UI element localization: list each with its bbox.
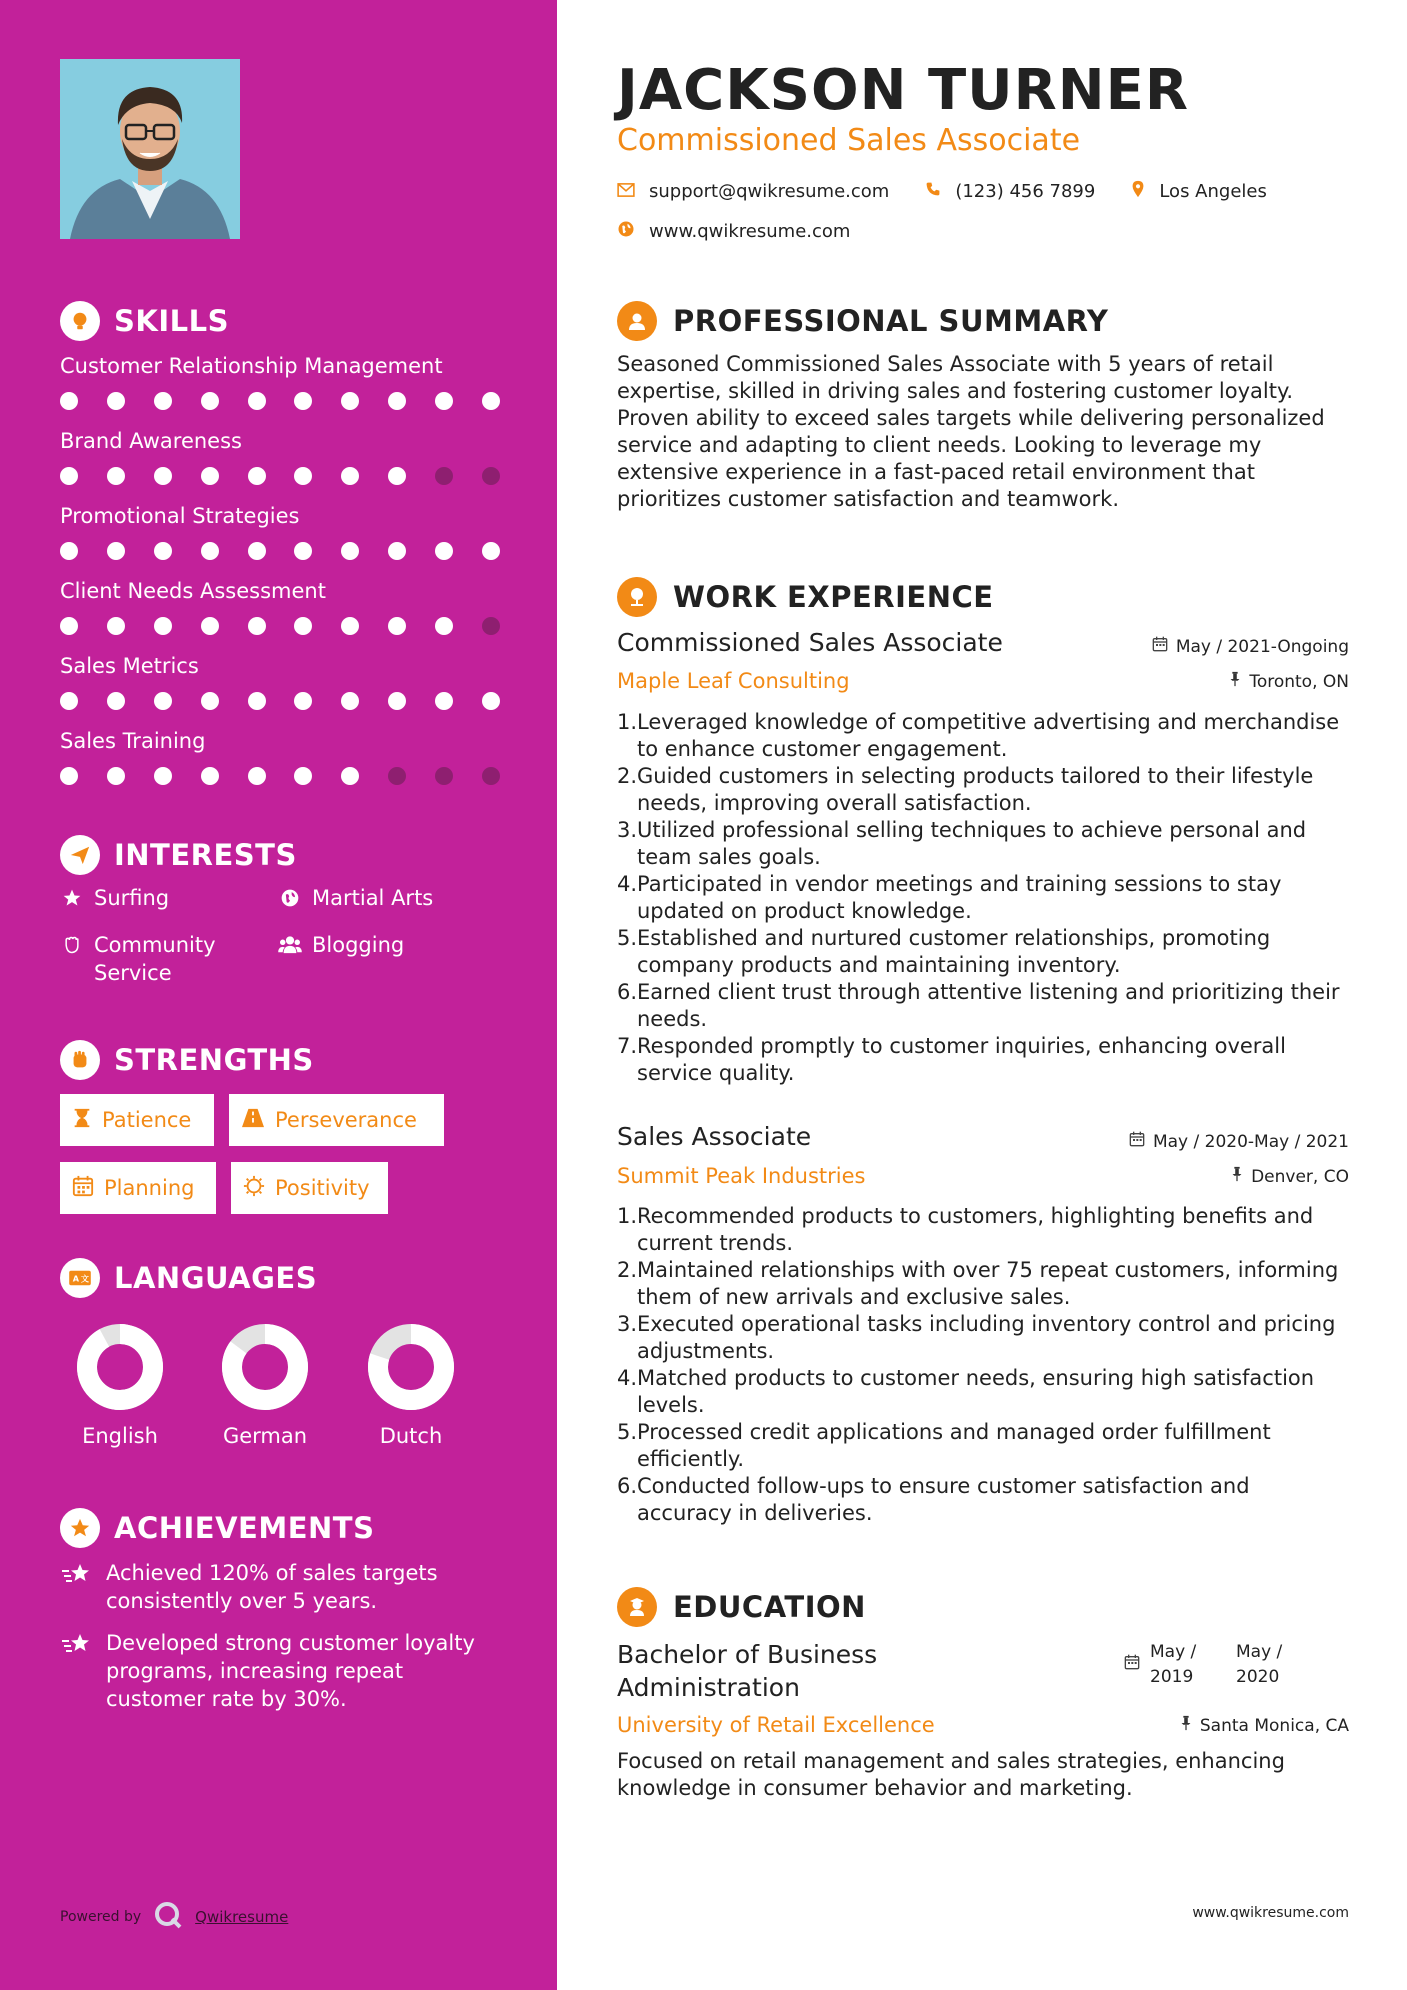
achievement-item — [60, 1559, 480, 1615]
languages-title: LANGUAGES — [114, 1261, 318, 1295]
lightbulb-icon — [60, 301, 100, 341]
education-location — [1180, 1715, 1349, 1736]
phone-text[interactable]: (123) 456 7899 — [955, 181, 1096, 202]
job-title: Commissioned Sales Associate — [617, 628, 1003, 657]
duty-item — [617, 1203, 1349, 1257]
duty-item — [617, 1033, 1349, 1087]
powered-by-label: Powered by — [60, 1909, 142, 1925]
rating-dot — [294, 767, 312, 785]
summary-text: Seasoned Commissioned Sales Associate with 5 years of retail expertise, skilled in driving sales and fostering customer loyalty. Proven ability to exceed sales targets while delivering personalized service and adapting to client needs. Looking to leverage my extensive experience in a fast-paced retail environment that prioritizes customer satisfaction and teamwork. — [617, 352, 1325, 511]
profile-photo — [60, 59, 240, 239]
rating-dot — [388, 767, 406, 785]
rating-dot — [154, 392, 172, 410]
skill-name: Brand Awareness — [60, 429, 242, 453]
rating-dot — [294, 542, 312, 560]
languages-heading — [60, 1258, 317, 1298]
candidate-role: Commissioned Sales Associate — [617, 123, 1081, 158]
education-location-text: Santa Monica, CA — [1199, 1715, 1349, 1736]
education-start — [1150, 1640, 1226, 1690]
rating-dot — [435, 692, 453, 710]
interest-label-line1: Community — [94, 933, 216, 957]
duty-text: Maintained relationships with over 75 repeat customers, informing them of new arrivals and exclusive sales. — [637, 1258, 1339, 1309]
rating-dot — [201, 617, 219, 635]
rating-dot — [388, 392, 406, 410]
duty-text: Earned client trust through attentive listening and prioritizing their needs. — [637, 980, 1340, 1031]
rating-dot — [341, 392, 359, 410]
skills-heading — [60, 301, 229, 341]
interest-item — [60, 931, 216, 987]
phone-icon — [925, 181, 941, 202]
strength-label: Positivity — [275, 1176, 370, 1200]
summary-title: PROFESSIONAL SUMMARY — [673, 304, 1109, 338]
calendar-icon — [1129, 1131, 1145, 1152]
sidebar — [0, 0, 557, 1990]
globe-icon — [278, 884, 302, 912]
rating-dot — [294, 467, 312, 485]
powered-by — [60, 1900, 288, 1934]
company-name: Summit Peak Industries — [617, 1164, 866, 1188]
user-icon — [617, 301, 657, 341]
skill-item — [60, 577, 500, 635]
users-icon — [278, 931, 302, 959]
skill-name: Sales Training — [60, 729, 206, 753]
job-dates — [1129, 1131, 1349, 1152]
duty-item — [617, 979, 1349, 1033]
candidate-name: JACKSON TURNER — [617, 58, 1190, 123]
fist-icon — [60, 1040, 100, 1080]
skill-name: Client Needs Assessment — [60, 579, 326, 603]
shooting-star-icon — [60, 1559, 92, 1615]
calendar-icon — [1124, 1640, 1140, 1690]
job-dates-text: May / 2020-May / 2021 — [1152, 1131, 1349, 1152]
degree-line1: Bachelor of Business — [617, 1640, 878, 1669]
company-name: Maple Leaf Consulting — [617, 669, 850, 693]
strength-badge — [60, 1094, 214, 1146]
donut-fill — [87, 1334, 153, 1400]
duty-number: 1. — [617, 1204, 638, 1228]
strength-label: Planning — [104, 1176, 195, 1200]
rating-dot — [60, 542, 78, 560]
rating-dot — [294, 392, 312, 410]
language-label: German — [222, 1424, 308, 1448]
duty-item — [617, 1257, 1349, 1311]
skill-item — [60, 352, 500, 410]
language-item — [60, 1324, 180, 1448]
language-item — [205, 1324, 325, 1448]
achievements-title: ACHIEVEMENTS — [114, 1511, 375, 1545]
language-item — [351, 1324, 471, 1448]
sun-icon — [243, 1175, 265, 1202]
skill-name: Sales Metrics — [60, 654, 199, 678]
duty-item — [617, 763, 1349, 817]
skill-rating — [60, 467, 500, 485]
rating-dot — [341, 467, 359, 485]
rating-dot — [154, 767, 172, 785]
language-icon — [60, 1258, 100, 1298]
duty-text: Utilized professional selling techniques to achieve personal and team sales goals. — [637, 818, 1307, 869]
duty-number: 7. — [617, 1034, 638, 1058]
rating-dot — [388, 542, 406, 560]
job-location-text: Toronto, ON — [1249, 671, 1349, 692]
skill-rating — [60, 542, 500, 560]
interest-label-line2: Service — [94, 961, 172, 985]
interests-heading — [60, 835, 297, 875]
school-name: University of Retail Excellence — [617, 1713, 935, 1737]
education-dates — [1124, 1640, 1282, 1690]
duty-item — [617, 817, 1349, 871]
skills-title: SKILLS — [114, 304, 229, 338]
skill-rating — [60, 392, 500, 410]
skill-item — [60, 652, 500, 710]
rating-dot — [154, 692, 172, 710]
duty-number: 5. — [617, 926, 638, 950]
footer-website[interactable]: www.qwikresume.com — [1192, 1905, 1349, 1921]
skill-item — [60, 727, 500, 785]
duty-number: 6. — [617, 980, 638, 1004]
rating-dot — [107, 467, 125, 485]
rating-dot — [482, 392, 500, 410]
skill-rating — [60, 617, 500, 635]
shooting-star-icon — [60, 1629, 92, 1713]
rating-dot — [388, 692, 406, 710]
duty-item — [617, 1365, 1349, 1419]
rating-dot — [248, 617, 266, 635]
duty-number: 2. — [617, 1258, 638, 1282]
duty-text: Established and nurtured customer relationships, promoting company products and maintaining inventory. — [637, 926, 1271, 977]
education-end-month: May / — [1236, 1642, 1283, 1662]
duty-text: Matched products to customer needs, ensuring high satisfaction levels. — [637, 1366, 1315, 1417]
duty-item — [617, 1419, 1349, 1473]
pin-icon — [1180, 1715, 1192, 1736]
job-dates-text: May / 2021-Ongoing — [1175, 636, 1349, 657]
rating-dot — [482, 692, 500, 710]
achievement-item — [60, 1629, 480, 1713]
interest-item — [278, 884, 433, 912]
experience-heading — [617, 577, 994, 617]
rating-dot — [248, 392, 266, 410]
strength-label: Patience — [102, 1108, 192, 1132]
achievement-text: Developed strong customer loyalty programs, increasing repeat customer rate by 30%. — [106, 1631, 475, 1711]
rating-dot — [435, 542, 453, 560]
svg-text:文: 文 — [80, 1273, 89, 1284]
rating-dot — [248, 467, 266, 485]
experience-title: WORK EXPERIENCE — [673, 580, 994, 614]
email-icon — [617, 181, 635, 202]
hourglass-icon — [72, 1107, 92, 1134]
education-heading — [617, 1587, 866, 1627]
language-level-donut — [77, 1324, 163, 1410]
degree-line2: Administration — [617, 1673, 800, 1702]
skill-name: Promotional Strategies — [60, 504, 300, 528]
rating-dot — [154, 617, 172, 635]
language-label: English — [82, 1424, 158, 1448]
duty-item — [617, 925, 1349, 979]
interests-title: INTERESTS — [114, 838, 297, 872]
calendar-icon — [72, 1175, 94, 1202]
road-icon — [241, 1107, 265, 1134]
duty-text: Responded promptly to customer inquiries, enhancing overall service quality. — [637, 1034, 1286, 1085]
duty-text: Leveraged knowledge of competitive advertising and merchandise to enhance customer engagement. — [637, 710, 1340, 761]
interest-label: Blogging — [312, 933, 405, 957]
strengths-title: STRENGTHS — [114, 1043, 314, 1077]
contact-row — [617, 180, 1267, 203]
duty-number: 2. — [617, 764, 638, 788]
interest-label: Surfing — [94, 886, 170, 910]
location-text: Los Angeles — [1159, 181, 1267, 202]
rating-dot — [341, 767, 359, 785]
rating-dot — [482, 542, 500, 560]
duty-text: Guided customers in selecting products tailored to their lifestyle needs, improving overall satisfaction. — [637, 764, 1314, 815]
job-location — [1231, 1166, 1349, 1187]
rating-dot — [201, 767, 219, 785]
duty-text: Participated in vendor meetings and training sessions to stay updated on product knowledge. — [637, 872, 1282, 923]
degree-title — [617, 1638, 877, 1704]
language-level-donut — [368, 1324, 454, 1410]
summary-heading — [617, 301, 1108, 341]
language-label: Dutch — [379, 1424, 443, 1448]
rating-dot — [201, 392, 219, 410]
skill-rating — [60, 692, 500, 710]
rating-dot — [435, 617, 453, 635]
achievements-heading — [60, 1508, 374, 1548]
calendar-icon — [1152, 636, 1168, 657]
briefcase-icon — [617, 577, 657, 617]
achievement-text: Achieved 120% of sales targets consistently over 5 years. — [106, 1561, 438, 1613]
rating-dot — [60, 617, 78, 635]
paper-plane-icon — [60, 835, 100, 875]
job-title: Sales Associate — [617, 1122, 812, 1151]
duty-item — [617, 709, 1349, 763]
rating-dot — [388, 617, 406, 635]
rating-dot — [482, 467, 500, 485]
rating-dot — [435, 392, 453, 410]
education-end-year: 2020 — [1236, 1667, 1280, 1687]
duty-text: Executed operational tasks including inventory control and pricing adjustments. — [637, 1312, 1336, 1363]
rating-dot — [107, 392, 125, 410]
interest-label — [94, 931, 216, 987]
rating-dot — [248, 767, 266, 785]
rating-dot — [107, 617, 125, 635]
rating-dot — [201, 467, 219, 485]
rating-dot — [60, 467, 78, 485]
rating-dot — [60, 692, 78, 710]
rating-dot — [201, 542, 219, 560]
job-duties-list — [617, 709, 1349, 1087]
interest-label: Martial Arts — [312, 886, 434, 910]
skill-item — [60, 427, 500, 485]
website-text[interactable]: www.qwikresume.com — [649, 221, 851, 242]
strength-badge — [231, 1162, 388, 1214]
duty-number: 1. — [617, 710, 638, 734]
duty-item — [617, 1311, 1349, 1365]
rating-dot — [248, 692, 266, 710]
strength-badge — [229, 1094, 444, 1146]
education-start-month: May / — [1150, 1642, 1197, 1662]
rating-dot — [482, 767, 500, 785]
duty-number: 3. — [617, 818, 638, 842]
interest-item — [60, 884, 169, 912]
duty-item — [617, 871, 1349, 925]
rating-dot — [201, 692, 219, 710]
duty-number: 4. — [617, 872, 638, 896]
education-description: Focused on retail management and sales strategies, enhancing knowledge in consumer behavior and marketing. — [617, 1749, 1285, 1800]
duty-text: Conducted follow-ups to ensure customer satisfaction and accuracy in deliveries. — [637, 1474, 1250, 1525]
duty-item — [617, 1473, 1349, 1527]
star-icon — [60, 884, 84, 912]
rating-dot — [435, 467, 453, 485]
trophy-star-icon — [60, 1508, 100, 1548]
pin-icon — [1231, 1166, 1243, 1187]
education-end — [1236, 1640, 1282, 1690]
interest-item — [278, 931, 404, 959]
rating-dot — [341, 692, 359, 710]
rating-dot — [107, 542, 125, 560]
rating-dot — [294, 692, 312, 710]
map-pin-icon — [1131, 180, 1145, 203]
rating-dot — [154, 467, 172, 485]
duty-number: 4. — [617, 1366, 638, 1390]
rating-dot — [341, 617, 359, 635]
rating-dot — [435, 767, 453, 785]
rating-dot — [107, 767, 125, 785]
rating-dot — [248, 542, 266, 560]
graduate-icon — [617, 1587, 657, 1627]
job-duties-list — [617, 1203, 1349, 1527]
pin-icon — [1229, 671, 1241, 692]
rating-dot — [294, 617, 312, 635]
education-title: EDUCATION — [673, 1590, 866, 1624]
qwikresume-link[interactable]: Qwikresume — [195, 1908, 289, 1926]
duty-number: 6. — [617, 1474, 638, 1498]
language-level-donut — [222, 1324, 308, 1410]
job-location — [1229, 671, 1349, 692]
duty-text: Processed credit applications and managed order fulfillment efficiently. — [637, 1420, 1271, 1471]
email-text[interactable]: support@qwikresume.com — [649, 181, 890, 202]
rating-dot — [341, 542, 359, 560]
globe-icon — [617, 220, 635, 243]
skill-name: Customer Relationship Management — [60, 354, 443, 378]
duty-number: 5. — [617, 1420, 638, 1444]
skill-item — [60, 502, 500, 560]
job-location-text: Denver, CO — [1251, 1166, 1349, 1187]
hand-icon — [60, 931, 84, 959]
main-content — [617, 0, 1349, 1990]
website-row — [617, 220, 850, 243]
job-dates — [1152, 636, 1349, 657]
duty-number: 3. — [617, 1312, 638, 1336]
strengths-heading — [60, 1040, 314, 1080]
duty-text: Recommended products to customers, highlighting benefits and current trends. — [637, 1204, 1314, 1255]
strength-label: Perseverance — [275, 1108, 417, 1132]
rating-dot — [154, 542, 172, 560]
rating-dot — [60, 392, 78, 410]
rating-dot — [60, 767, 78, 785]
skill-rating — [60, 767, 500, 785]
rating-dot — [482, 617, 500, 635]
education-start-year: 2019 — [1150, 1667, 1194, 1687]
qwikresume-logo-icon — [153, 1900, 183, 1934]
rating-dot — [388, 467, 406, 485]
strength-badge — [60, 1162, 216, 1214]
svg-text:A: A — [72, 1273, 80, 1284]
rating-dot — [107, 692, 125, 710]
